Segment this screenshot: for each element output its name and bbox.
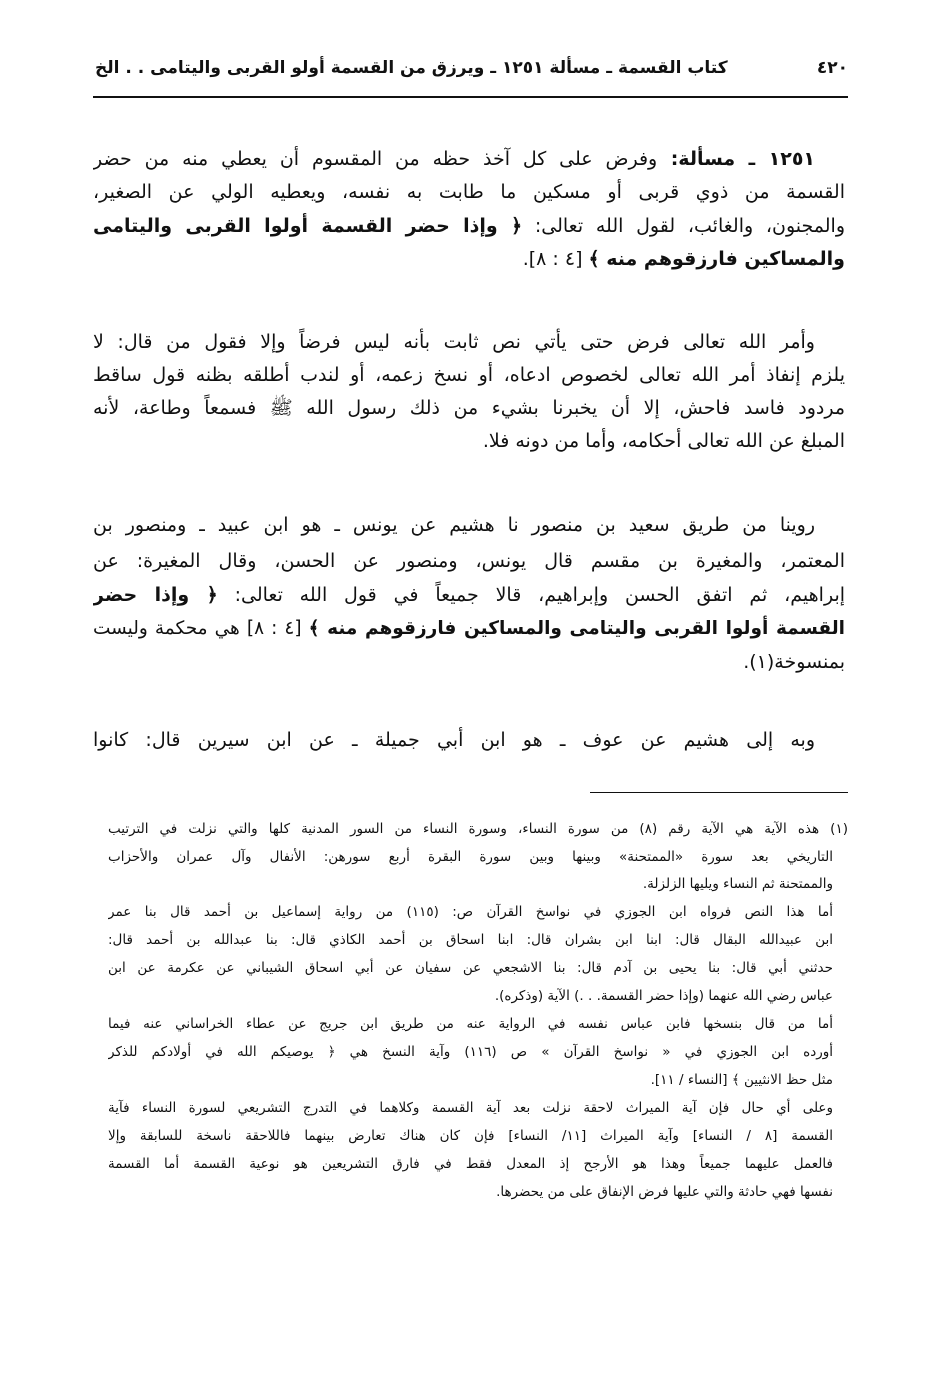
quran-verse-text: القسمة أولوا القربى واليتامى والمساكين فارزقوهم منه ﴾ xyxy=(308,618,845,639)
footnote-line: حدثني أبي قال: بنا يحيى بن آدم قال: بنا الاشجعي عن سفيان عن أبي اسحاق الشيباني عن عكرمة عن ابن xyxy=(108,960,833,976)
quran-verse-text: ﴿ وإذا حضر xyxy=(93,584,218,606)
footnote-line: أما من قال بنسخها فابن عباس نفسه في الرواية عنه من طريق ابن جريج عن عطاء الخراساني عنه فيما xyxy=(108,1016,833,1032)
footnote-line: أما هذا النص فرواه ابن الجوزي في نواسخ القرآن ص: (١١٥) من رواية إسماعيل بن أحمد قال بنا عمر xyxy=(108,904,833,920)
text-segment: [٤ : ٨] هي محكمة وليست xyxy=(93,618,309,639)
text-line xyxy=(93,177,845,207)
text-segment: يلزم إنفاذ أمر الله تعالى لخصوص ادعاه، أو نسخ زعمه، أو لندب أطلقه بظنه قول ساقط xyxy=(93,364,845,386)
footnote-line: التاريخي بعد سورة «الممتحنة» وبينها وبين سورة البقرة أربع سورهن: الأنفال وآل عمران والأحزاب xyxy=(108,849,833,865)
footnote-line: القسمة [٨ / النساء] وآية الميراث [١١/ النساء] فإن كان هناك تعارض بينهما فاللاحقة ناسخة للسابقة وإلا xyxy=(108,1128,833,1144)
footnote-line: فالعمل عليهما جميعاً وهذا هو الأرجح إذ المعدل فقط في فارق التشريعين هو نوعية القسمة أما القسمة xyxy=(108,1156,833,1172)
text-line xyxy=(93,614,845,644)
text-segment: روينا من طريق سعيد بن منصور نا هشيم عن يونس ـ هو ابن عبيد ـ ومنصور بن xyxy=(93,514,815,536)
text-segment: [٤ : ٨]. xyxy=(522,248,589,270)
text-segment: المعتمر، والمغيرة بن مقسم قال يونس، ومنصور عن الحسن، وقال المغيرة: عن xyxy=(93,550,845,572)
text-line xyxy=(93,144,815,174)
text-segment: إبراهيم، ثم اتفق الحسن وإبراهيم، قالا جميعاً في قول الله تعالى: xyxy=(217,584,845,606)
text-line xyxy=(93,647,845,677)
text-line xyxy=(93,327,815,357)
text-line xyxy=(93,725,815,755)
header-rule xyxy=(93,96,848,98)
quran-verse-text: والمساكين فارزقوهم منه ﴾ xyxy=(588,248,845,270)
text-segment: بمنسوخة(١). xyxy=(743,651,845,673)
text-line xyxy=(93,211,845,241)
footnote-line: عباس رضي الله عنهما (وإذا حضر القسمة. . .) الآية (وذكره). xyxy=(494,988,833,1004)
footnote-line: وعلى أي حال فإن آية الميراث لاحقة نزلت بعد آية القسمة وكلاهما في التدرج التشريعي لسورة النساء فآية xyxy=(108,1100,833,1116)
text-line xyxy=(93,360,845,390)
text-line xyxy=(93,546,845,576)
text-segment: القسمة من ذوي قربى أو مسكين ما طابت به نفسه، ويعطيه الولي عن الصغير، xyxy=(93,181,845,203)
text-segment: المبلغ عن الله تعالى أحكامه، وأما من دونه فلا. xyxy=(482,430,845,452)
footnote-line: نفسها فهي حادثة والتي عليها فرض الإنفاق على من يحضرها. xyxy=(496,1184,833,1200)
footnote-line: والممتحنة ثم النساء ويليها الزلزلة. xyxy=(642,876,833,892)
footnote-line: ابن عبيدالله البقال قال: ابنا ابن بشران قال: ابنا اسحاق بن أحمد الكاذي قال: بنا عبدالله بن أحمد قال: xyxy=(108,932,833,948)
page-number: ٤٢٠ xyxy=(816,58,848,78)
quran-verse-text: ١٢٥١ ـ مسألة: xyxy=(657,148,815,170)
text-line xyxy=(93,510,815,540)
footnote-line: (١) هذه الآية هي الآية رقم (٨) من سورة النساء، وسورة النساء من السور المدنية كلها والتي نزلت في الترتيب xyxy=(108,821,848,837)
footnote-line: أورده ابن الجوزي في « نواسخ القرآن » ص (١١٦) وآية النسخ هي ﴿ يوصيكم الله في أولادكم للذكر xyxy=(108,1044,833,1060)
footnote-line: مثل حظ الانثيين ﴾ [النساء / ١١]. xyxy=(650,1072,833,1088)
text-segment: وفرض على كل آخذ حظه من المقسوم أن يعطي منه من حضر xyxy=(93,148,658,170)
running-title: كتاب القسمة ـ مسألة ١٢٥١ ـ ويرزق من القسمة أولو القربى واليتامى . . الخ xyxy=(95,58,728,78)
text-line xyxy=(93,580,845,610)
text-segment: وبه إلى هشيم عن عوف ـ هو ابن أبي جميلة ـ عن ابن سيرين قال: كانوا xyxy=(93,729,815,751)
text-segment: مردود فاسد فاحش، إلا أن يخبرنا بشيء من ذلك رسول الله ﷺ فسمعاً وطاعة، لأنه xyxy=(93,397,845,419)
footnote-separator xyxy=(590,792,848,793)
text-line xyxy=(93,393,845,423)
quran-verse-text: ﴿ وإذا حضر القسمة أولوا القربى واليتامى xyxy=(93,215,523,237)
running-header xyxy=(95,58,848,88)
text-line xyxy=(93,244,845,274)
text-segment: وأمر الله تعالى فرض حتى يأتي نص ثابت بأنه ليس فرضاً وإلا فقول من قال: لا xyxy=(93,331,815,353)
text-line xyxy=(93,426,845,456)
text-segment: والمجنون، والغائب، لقول الله تعالى: xyxy=(522,215,845,237)
